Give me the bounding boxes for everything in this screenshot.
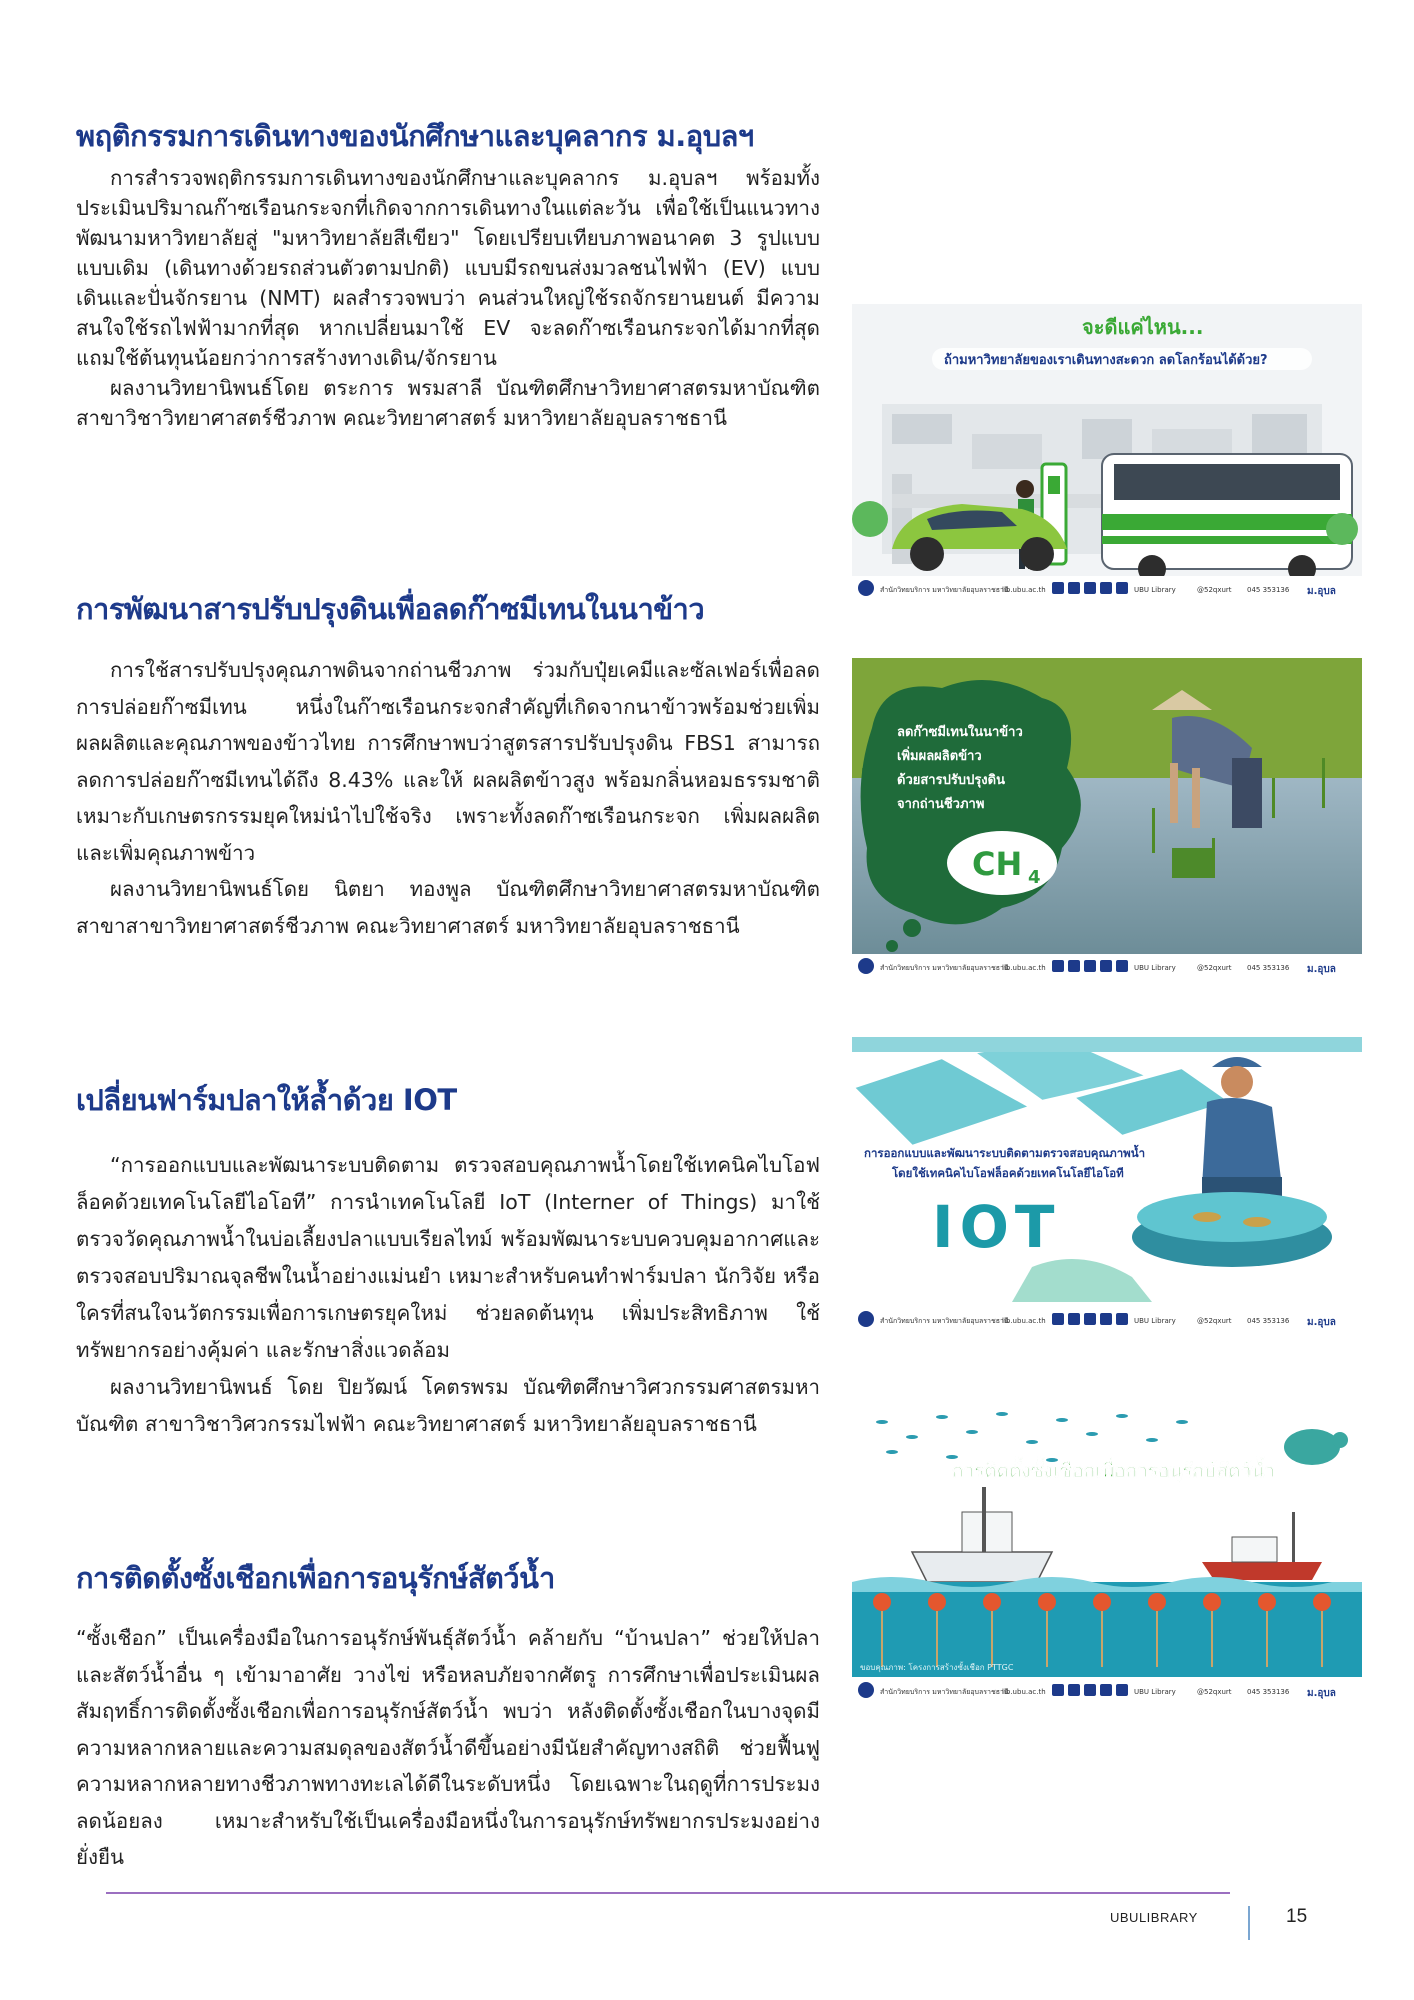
strip-org: สำนักวิทยบริการ มหาวิทยาลัยอุบลราชธานี xyxy=(880,586,1009,594)
strip-web: lib.ubu.ac.th xyxy=(1002,1317,1046,1325)
ev-headline: จะดีแค่ไหน... xyxy=(1082,315,1204,339)
paragraph: “การออกแบบและพัฒนาระบบติดตาม ตรวจสอบคุณภาพน้ำโดยใช้เทคนิคไบโอฟล็อคด้วยเทคโนโลยีไอโอที” การนำเทคโนโลยี IoT (Interner of Things) มาใช้ตรวจวัดคุณภาพน้ำในบ่อเลี้ยงปลาแบบเรียลไทม์ พร้อมพัฒนาระบบควบคุมอากาศและตรวจสอบปริมาณจุลชีพในน้ำอย่างแม่นยำ เหมาะสำหรับคนทำฟาร์มปลา นักวิจัย หรือใครที่สนใจนวัตกรรมเพื่อการเกษตรยุคใหม่ ช่วยลดต้นทุน เพิ่มประสิทธิภาพ ใช้ทรัพยากรอย่างคุ้มค่า และรักษาสิ่งแวดล้อม xyxy=(76,1153,820,1362)
bubble-line-3: ด้วยสารปรับปรุงดิน xyxy=(897,773,1005,788)
strip-brand: UBU Library xyxy=(1134,964,1176,972)
paragraph: การสำรวจพฤติกรรมการเดินทางของนักศึกษาและบุคลากร ม.อุบลฯ พร้อมทั้งประเมินปริมาณก๊าซเรือนกระจกที่เกิดจากการเดินทางในแต่ละวัน เพื่อใช้เป็นแนวทางพัฒนามหาวิทยาลัยสู่ "มหาวิทยาลัยสีเขียว" โดยเปรียบเทียบภาพอนาคต 3 รูปแบบ แบบเดิม (เดินทางด้วยรถส่วนตัวตามปกติ) แบบมีรถขนส่งมวลชนไฟฟ้า (EV) แบบเดินและปั่นจักรยาน (NMT) ผลสำรวจพบว่า คนส่วนใหญ่ใช้รถจักรยานยนต์ มีความสนใจใช้รถไฟฟ้ามากที่สุด หากเปลี่ยนมาใช้ EV จะลดก๊าซเรือนกระจกได้มากที่สุด แถมใช้ต้นทุนน้อยกว่าการสร้างทางเดิน/จักรยาน xyxy=(76,166,820,370)
strip-line: @52qxurt xyxy=(1197,1688,1232,1696)
bubble-line-1: ลดก๊าซมีเทนในนาข้าว xyxy=(897,725,1023,740)
rope-credit: ขอบคุณภาพ: โครงการสร้างซั้งเชือก PTTGC xyxy=(860,1663,1014,1672)
strip-line: @52qxurt xyxy=(1197,964,1232,972)
bubble-line-4: จากถ่านชีวภาพ xyxy=(897,797,985,812)
iot-line-2: โดยใช้เทคนิคไบโอฟล็อคด้วยเทคโนโลยีไอโอที xyxy=(892,1166,1124,1180)
strip-org: สำนักวิทยบริการ มหาวิทยาลัยอุบลราชธานี xyxy=(880,964,1009,972)
section-title-iot: เปลี่ยนฟาร์มปลาให้ล้ำด้วย IOT xyxy=(76,1083,457,1117)
paragraph: ผลงานวิทยานิพนธ์ โดย ปิยวัฒน์ โคตรพรม บัณฑิตศึกษาวิศวกรรมศาสตรมหาบัณฑิต สาขาวิชาวิศวกรรมไฟฟ้า คณะวิทยาศาสตร์ มหาวิทยาลัยอุบลราชธานี xyxy=(76,1375,820,1436)
rice-field-photo xyxy=(852,658,1362,978)
strip-web: lib.ubu.ac.th xyxy=(1002,964,1046,972)
section-body-travel xyxy=(76,163,820,433)
footer-separator xyxy=(1248,1906,1250,1940)
section-body-rice xyxy=(76,652,820,944)
iot-fish-farm-illustration xyxy=(852,1037,1362,1331)
strip-phone: 045 353136 xyxy=(1247,1688,1290,1696)
paragraph: ผลงานวิทยานิพนธ์โดย นิตยา ทองพูล บัณฑิตศึกษาวิทยาศาสตรมหาบัณฑิต สาขาสาขาวิทยาศาสตร์ชีวภาพ คณะวิทยาศาสตร์ มหาวิทยาลัยอุบลราชธานี xyxy=(76,877,820,938)
strip-logo: ม.อุบล xyxy=(1307,586,1336,597)
strip-line: @52qxurt xyxy=(1197,1317,1232,1325)
iot-line-1: การออกแบบและพัฒนาระบบติดตามตรวจสอบคุณภาพน้ำ xyxy=(864,1146,1146,1160)
strip-phone: 045 353136 xyxy=(1247,1317,1290,1325)
section-body-rope xyxy=(76,1620,820,1876)
strip-web: lib.ubu.ac.th xyxy=(1002,1688,1046,1696)
rope-headline: การติดตั้งซั้งเชือกเพื่อการอนุรักษ์สัตว์น้ำ xyxy=(952,1460,1275,1482)
strip-org: สำนักวิทยบริการ มหาวิทยาลัยอุบลราชธานี xyxy=(880,1688,1009,1696)
strip-brand: UBU Library xyxy=(1134,1317,1176,1325)
strip-brand: UBU Library xyxy=(1134,586,1176,594)
footer-brand: UBULIBRARY xyxy=(1110,1910,1198,1925)
paragraph: “ซั้งเชือก” เป็นเครื่องมือในการอนุรักษ์พันธุ์สัตว์น้ำ คล้ายกับ “บ้านปลา” ช่วยให้ปลาและสัตว์น้ำอื่น ๆ เข้ามาอาศัย วางไข่ หรือหลบภัยจากศัตรู การศึกษาเพื่อประเมินผลสัมฤทธิ์การติดตั้งซั้งเชือกเพื่อการอนุรักษ์สัตว์น้ำ พบว่า หลังติดตั้งซั้งเชือกในบางจุดมีความหลากหลายและความสมดุลของสัตว์น้ำดีขึ้นอย่างมีนัยสำคัญทางสถิติ ช่วยฟื้นฟูความหลากหลายทางชีวภาพทางทะเลได้ดีในระดับหนึ่ง โดยเฉพาะในฤดูที่การประมงลดน้อยลง เหมาะสำหรับใช้เป็นเครื่องมือหนึ่งในการอนุรักษ์ทรัพยากรประมงอย่างยั่งยืน xyxy=(76,1626,820,1869)
strip-org: สำนักวิทยบริการ มหาวิทยาลัยอุบลราชธานี xyxy=(880,1317,1009,1325)
iot-logo: IOT xyxy=(932,1193,1061,1261)
section-title-rope: การติดตั้งซั้งเชือกเพื่อการอนุรักษ์สัตว์น้ำ xyxy=(76,1561,555,1595)
bubble-line-2: เพิ่มผลผลิตข้าว xyxy=(897,749,982,764)
section-title-rice: การพัฒนาสารปรับปรุงดินเพื่อลดก๊าซมีเทนในนาข้าว xyxy=(76,592,705,626)
electric-bus xyxy=(1102,454,1352,583)
strip-logo: ม.อุบล xyxy=(1307,964,1336,975)
paragraph: การใช้สารปรับปรุงคุณภาพดินจากถ่านชีวภาพ ร่วมกับปุ๋ยเคมีและซัลเฟอร์เพื่อลดการปล่อยก๊าซมีเทน หนึ่งในก๊าซเรือนกระจกสำคัญที่เกิดจากนาข้าวพร้อมช่วยเพิ่มผลผลิตและคุณภาพของข้าวไทย การศึกษาพบว่าสูตรสารปรับปรุงดิน FBS1 สามารถลดการปล่อยก๊าซมีเทนได้ถึง 8.43% และให้ ผลผลิตข้าวสูง พร้อมกลิ่นหอมธรรมชาติ เหมาะกับเกษตรกรรมยุคใหม่นำไปใช้จริง เพราะทั้งลดก๊าซเรือนกระจก เพิ่มผลผลิต และเพิ่มคุณภาพข้าว xyxy=(76,658,820,865)
paragraph: ผลงานวิทยานิพนธ์โดย ตระการ พรมสาลี บัณฑิตศึกษาวิทยาศาสตรมหาบัณฑิต สาขาวิชาวิทยาศาสตร์ชีวภาพ คณะวิทยาศาสตร์ มหาวิทยาลัยอุบลราชธานี xyxy=(76,376,820,430)
section-title-travel: พฤติกรรมการเดินทางของนักศึกษาและบุคลากร ม.อุบลฯ xyxy=(76,119,754,153)
strip-line: @52qxurt xyxy=(1197,586,1232,594)
strip-logo: ม.อุบล xyxy=(1307,1688,1336,1699)
strip-phone: 045 353136 xyxy=(1247,586,1290,594)
strip-brand: UBU Library xyxy=(1134,1688,1176,1696)
ev-campus-illustration xyxy=(852,304,1362,600)
section-body-iot xyxy=(76,1147,820,1443)
strip-phone: 045 353136 xyxy=(1247,964,1290,972)
ev-subline: ถ้ามหาวิทยาลัยของเราเดินทางสะดวก ลดโลกร้อนได้ด้วย? xyxy=(944,353,1268,368)
page-number: 15 xyxy=(1286,1906,1308,1927)
strip-web: lib.ubu.ac.th xyxy=(1002,586,1046,594)
buoys xyxy=(873,1593,1331,1611)
rope-reef-illustration xyxy=(852,1402,1362,1702)
methane-formula-sub: 4 xyxy=(1028,867,1041,888)
strip-logo: ม.อุบล xyxy=(1307,1317,1336,1328)
methane-formula: CH xyxy=(972,845,1023,883)
footer-divider xyxy=(106,1892,1230,1894)
